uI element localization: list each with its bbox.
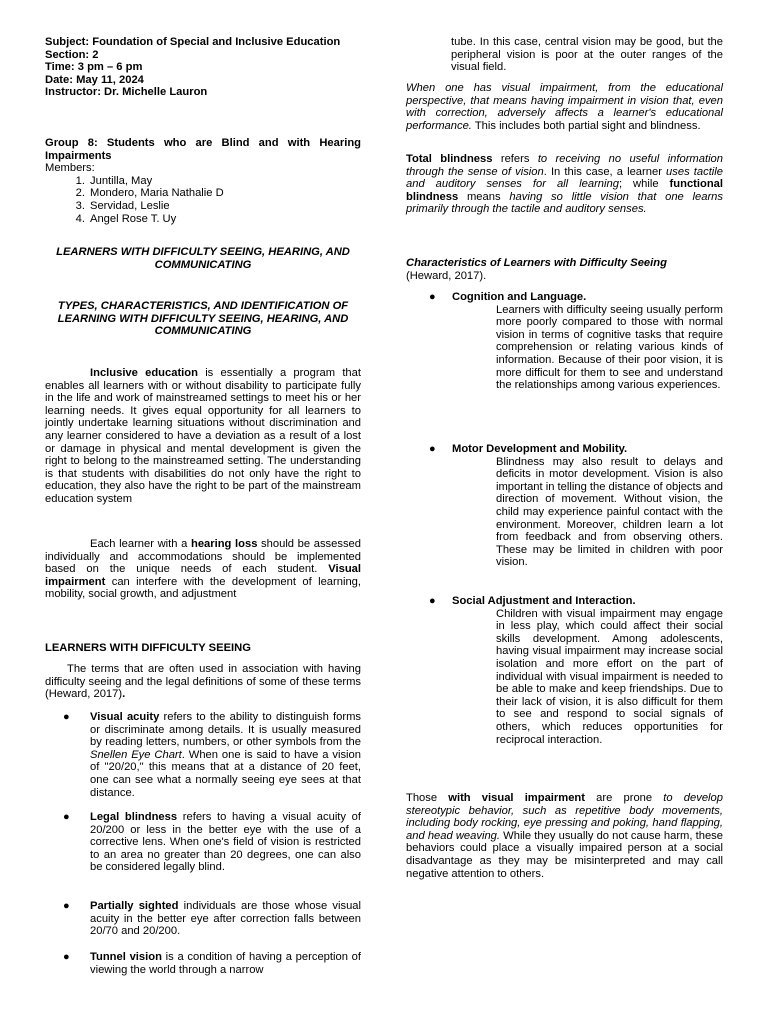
main-heading: LEARNERS WITH DIFFICULTY SEEING, HEARING, AND COMMUNICATING xyxy=(56,246,350,271)
member-item: 2. Mondero, Maria Nathalie D xyxy=(75,187,224,200)
blindness-definition-paragraph: Total blindness refers to receiving no useful information through the sense of vision. In this case, a learner uses tactile and auditory senses for all learning; while functional blindness means having so little vision that one learns primarily through the tactile and auditory senses. xyxy=(406,153,723,216)
members-list xyxy=(45,175,361,225)
section-line: Section: 2 xyxy=(45,48,99,61)
members-label: Members: xyxy=(45,162,95,175)
member-item: 1. Juntilla, May xyxy=(75,174,153,187)
stereotypic-behavior-paragraph: Those with visual impairment are prone to develop stereotypic behavior, such as repetitive body movements, including body rocking, eye pressing and poking, hand flapping, and head weaving. While they usually do not cause harm, these behaviors could place a visually impaired person at a social disadvantage as they may be misinterpreted and may call negative attention to others. xyxy=(406,792,723,880)
term-legal-blindness: ● Legal blindness refers to having a visual acuity of 20/200 or less in the better eye with the use of a corrective lens. When one's field of vision is restricted to an area no greater than 20 degrees, one can also be considered legally blind. xyxy=(63,811,361,874)
group-block xyxy=(45,137,361,225)
seeing-intro-paragraph: The terms that are often used in association with having difficulty seeing and the legal definitions of some of these terms (Heward, 2017). xyxy=(45,663,361,701)
term-partially-sighted: ● Partially sighted individuals are those whose visual acuity in the better eye after correction falls between 20/70 and 20/200. xyxy=(63,900,362,938)
char-cognition-language: ● Cognition and Language. Learners with difficulty seeing usually perform more poorly compared to those with normal vision in terms of cognitive tasks that require comprehension or relating various kinds of information. Because of their poor vision, it is more difficult for them to see and understand the relationships among various experiences. xyxy=(429,291,723,392)
char-social-adjustment: ● Social Adjustment and Interaction. Children with visual impairment may engage in less play, which could affect their social skills development. Among adolescents, having visual impairment may increase social isolation and more effort on the part of individual with visual impairment is needed to be able to make and keep friendships. Due to their lack of vision, it is also difficult for them to see and respond to social signals of others, which reduces opportunities for reciprocal interaction. xyxy=(429,595,723,746)
types-heading: TYPES, CHARACTERISTICS, AND IDENTIFICATION OF LEARNING WITH DIFFICULTY SEEING, HEARING, AND COMMUNICATING xyxy=(57,300,349,338)
term-tunnel-vision: ● Tunnel vision is a condition of having a perception of viewing the world through a narrow xyxy=(63,951,361,976)
bullet-icon: ● xyxy=(63,711,70,723)
bullet-icon: ● xyxy=(63,900,70,912)
term-visual-acuity: ● Visual acuity refers to the ability to distinguish forms or discriminate among details. It is usually measured by reading letters, numbers, or other symbols from the Snellen Eye Chart. When one is said to have a vision of "20/20," this means that at a distance of 20 feet, one can see what a normally seeing eye sees at that distance. xyxy=(63,711,361,799)
inclusive-education-paragraph: Inclusive education is essentially a program that enables all learners with or without disability to participate fully in the life and work of mainstreamed settings to meet his or her learning needs. It gives equal opportunity for all learners to jointly undertake learning situations without discrimination and any learner considered to have a deviation as a result of a lost or damage in physical and mental development is given the right to belong to the mainstreamed setting. The understanding is that students with disabilities do not only have the right to education, they also have the right to be part of the mainstream education system xyxy=(45,367,361,505)
instructor-line: Instructor: Dr. Michelle Lauron xyxy=(45,86,208,99)
bullet-icon: ● xyxy=(63,951,70,963)
seeing-heading: LEARNERS WITH DIFFICULTY SEEING xyxy=(45,642,251,654)
subject-line: Subject: Foundation of Special and Inclusive Education xyxy=(45,36,341,48)
member-item: 3. Servidad, Leslie xyxy=(75,199,170,212)
bullet-icon: ● xyxy=(429,443,436,455)
time-line: Time: 3 pm – 6 pm xyxy=(45,61,143,74)
tunnel-vision-continued: tube. In this case, central vision may be good, but the peripheral vision is poor at the outer ranges of the visual field. xyxy=(451,36,723,74)
hearing-loss-paragraph: Each learner with a hearing loss should be assessed individually and accommodations should be implemented based on the unique needs of each student. Visual impairment can interfere with the development of learning, mobility, social growth, and adjustment xyxy=(45,538,362,601)
bullet-icon: ● xyxy=(63,811,70,823)
char-motor-development: ● Motor Development and Mobility. Blindness may also result to delays and deficits in motor development. Vision is also important in telling the distance of objects and direction of movement. Without vision, the child may experience painful contact with the environment. Moreover, children learn a lot from feedback and from observing others. These may be limited in children with poor vision. xyxy=(429,443,723,569)
bullet-icon: ● xyxy=(429,291,436,303)
group-title: Group 8: Students who are Blind and with Hearing Impairments xyxy=(45,137,361,162)
member-item: 4. Angel Rose T. Uy xyxy=(75,212,177,225)
bullet-icon: ● xyxy=(429,595,436,607)
characteristics-heading: Characteristics of Learners with Difficulty Seeing (Heward, 2017). xyxy=(406,257,667,282)
date-line: Date: May 11, 2024 xyxy=(45,73,144,86)
course-header xyxy=(45,36,361,99)
visual-impairment-paragraph: When one has visual impairment, from the educational perspective, that means having impairment in vision that, even with correction, adversely affects a learner's educational performance. This includes both partial sight and blindness. xyxy=(406,82,723,132)
